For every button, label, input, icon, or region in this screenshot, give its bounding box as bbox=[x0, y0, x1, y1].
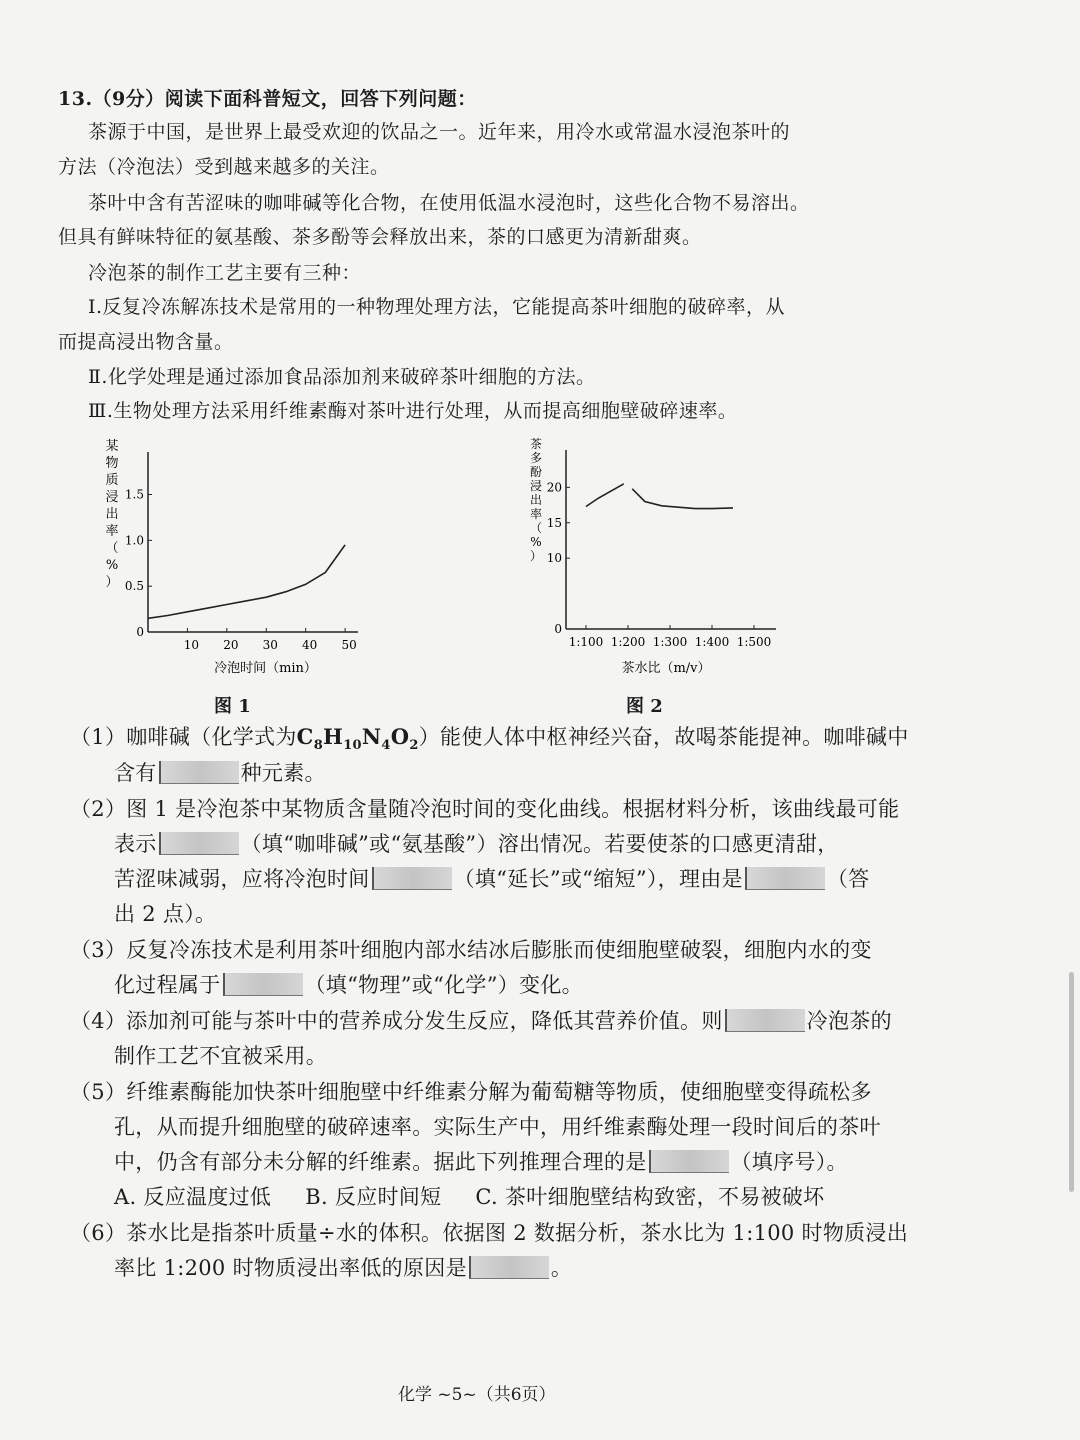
y-axis-label: ） bbox=[105, 575, 119, 590]
question-2-line-2: 表示 （填“咖啡碱”或“氨基酸”）溶出情况。若要使茶的口感更清甜， bbox=[114, 832, 839, 856]
question-3-line-1: （3）反复冷冻技术是利用茶叶细胞内部水结冰后膨胀而使细胞壁破裂，细胞内水的变 bbox=[70, 938, 872, 962]
y-axis-label: % bbox=[105, 558, 119, 573]
passage-line: 冷泡茶的制作工艺主要有三种： bbox=[88, 262, 362, 284]
question-5-options bbox=[114, 1182, 824, 1212]
question-6-line-2: 率比 1:200 时物质浸出率低的原因是 。 bbox=[114, 1256, 573, 1280]
y-axis-label: 浸 bbox=[529, 479, 543, 493]
x-tick-label: 1:300 bbox=[652, 635, 688, 649]
answer-blank[interactable] bbox=[745, 867, 825, 890]
answer-blank[interactable] bbox=[469, 1256, 549, 1279]
answer-blank[interactable] bbox=[649, 1150, 729, 1173]
question-5-line-2: 孔，从而提升细胞壁的破碎速率。实际生产中，用纤维素酶处理一段时间后的茶叶 bbox=[114, 1115, 881, 1139]
x-tick-label: 50 bbox=[341, 638, 357, 652]
y-tick-label: 0 bbox=[136, 625, 144, 639]
y-axis-label: 出 bbox=[529, 493, 543, 507]
y-axis-label: 率 bbox=[529, 507, 543, 521]
y-axis-label: 茶 bbox=[529, 437, 543, 451]
question-1-line-1: （1）咖啡碱（化学式为$C_8H_{10}N_4O_2$）能使人体中枢神经兴奋，故喝茶能提神。咖啡碱中 bbox=[70, 724, 909, 754]
caffeine-formula: $C_8H_{10}N_4O_2$ bbox=[296, 724, 419, 754]
passage-line: 但具有鲜味特征的氨基酸、茶多酚等会释放出来，茶的口感更为清新甜爽。 bbox=[58, 226, 702, 248]
question-2-line-4: 出 2 点）。 bbox=[114, 902, 217, 926]
passage-line: 茶源于中国，是世界上最受欢迎的饮品之一。近年来，用冷水或常温水浸泡茶叶的 bbox=[88, 121, 791, 143]
x-tick-label: 1:500 bbox=[736, 635, 772, 649]
question-3-line-2: 化过程属于 （填“物理”或“化学”）变化。 bbox=[114, 973, 583, 997]
y-axis-label: （ bbox=[529, 521, 543, 535]
passage-line: Ⅰ.反复冷冻解冻技术是常用的一种物理处理方法，它能提高茶叶细胞的破碎率，从 bbox=[88, 296, 786, 318]
passage-line: 茶叶中含有苦涩味的咖啡碱等化合物，在使用低温水浸泡时，这些化合物不易溶出。 bbox=[88, 192, 810, 214]
answer-blank[interactable] bbox=[372, 867, 452, 890]
x-tick-label: 1:400 bbox=[694, 635, 730, 649]
question-2-line-3: 苦涩味减弱，应将冷泡时间 （填“延长”或“缩短”），理由是 （答 bbox=[114, 867, 870, 891]
x-tick-label: 40 bbox=[302, 638, 318, 652]
question-2-line-1: （2）图 1 是冷泡茶中某物质含量随冷泡时间的变化曲线。根据材料分析，该曲线最可能 bbox=[70, 797, 900, 821]
x-axis-label: 茶水比（m/v） bbox=[621, 661, 711, 676]
answer-blank[interactable] bbox=[159, 761, 239, 784]
y-axis-label: ） bbox=[529, 549, 543, 563]
y-axis-label: 某 bbox=[105, 439, 119, 454]
question-4-line-2: 制作工艺不宜被采用。 bbox=[114, 1044, 327, 1068]
passage-line: 而提高浸出物含量。 bbox=[58, 331, 234, 353]
answer-blank[interactable] bbox=[725, 1009, 805, 1032]
y-tick-label: 15 bbox=[546, 515, 562, 530]
question-1-line-2: 含有 种元素。 bbox=[114, 761, 326, 785]
y-tick-label: 0 bbox=[554, 622, 562, 636]
question-6-line-1: （6）茶水比是指茶叶质量÷水的体积。依据图 2 数据分析，茶水比为 1:100 时物质浸出 bbox=[70, 1221, 909, 1245]
x-tick-label: 30 bbox=[262, 638, 278, 652]
data-line bbox=[586, 484, 624, 507]
question-4-line-1: （4）添加剂可能与茶叶中的营养成分发生反应，降低其营养价值。则 冷泡茶的 bbox=[70, 1009, 892, 1033]
page-footer: 化学 ~5~（共6页） bbox=[398, 1385, 556, 1405]
data-line bbox=[632, 489, 733, 509]
question-5-line-3: 中，仍含有部分未分解的纤维素。据此下列推理合理的是 （填序号）。 bbox=[114, 1150, 848, 1174]
scrollbar[interactable] bbox=[1069, 972, 1074, 1192]
passage-line: Ⅱ.化学处理是通过添加食品添加剂来破碎茶叶细胞的方法。 bbox=[88, 366, 596, 388]
x-tick-label: 10 bbox=[183, 638, 200, 652]
y-axis-label: 出 bbox=[105, 507, 119, 522]
y-axis-label: （ bbox=[105, 541, 119, 556]
y-axis-label: 质 bbox=[105, 473, 119, 488]
question-header: 13.（9分）阅读下面科普短文，回答下列问题： bbox=[58, 88, 477, 110]
y-axis-label: 酚 bbox=[529, 465, 543, 479]
figure-2-chart bbox=[516, 432, 796, 687]
x-axis-label: 冷泡时间（min） bbox=[214, 661, 317, 676]
figure-1-chart bbox=[100, 432, 380, 687]
data-line bbox=[148, 545, 345, 618]
question-5-line-1: （5）纤维素酶能加快茶叶细胞壁中纤维素分解为葡萄糖等物质，使细胞壁变得疏松多 bbox=[70, 1080, 872, 1104]
x-tick-label: 1:100 bbox=[568, 635, 604, 649]
y-axis-label: 多 bbox=[529, 451, 543, 465]
y-tick-label: 20 bbox=[546, 480, 562, 495]
y-axis-label: 浸 bbox=[105, 490, 119, 505]
y-tick-label: 1.0 bbox=[124, 533, 144, 548]
figure-1-caption: 图 1 bbox=[214, 696, 251, 717]
x-tick-label: 1:200 bbox=[610, 635, 646, 649]
y-tick-label: 10 bbox=[546, 551, 562, 566]
x-tick-label: 20 bbox=[223, 638, 239, 652]
passage-line: Ⅲ.生物处理方法采用纤维素酶对茶叶进行处理，从而提高细胞壁破碎速率。 bbox=[88, 400, 738, 422]
figure-2-caption: 图 2 bbox=[626, 696, 663, 717]
y-axis-label: 物 bbox=[105, 456, 119, 471]
y-tick-label: 1.5 bbox=[124, 487, 144, 502]
passage-line: 方法（冷泡法）受到越来越多的关注。 bbox=[58, 156, 390, 178]
y-tick-label: 0.5 bbox=[124, 579, 144, 594]
option-b: B. 反应时间短 bbox=[305, 1185, 442, 1209]
option-c: C. 茶叶细胞壁结构致密，不易被破坏 bbox=[475, 1185, 825, 1209]
answer-blank[interactable] bbox=[223, 973, 303, 996]
answer-blank[interactable] bbox=[159, 832, 239, 855]
option-a: A. 反应温度过低 bbox=[114, 1185, 272, 1209]
y-axis-label: % bbox=[530, 535, 542, 549]
y-axis-label: 率 bbox=[105, 524, 119, 539]
